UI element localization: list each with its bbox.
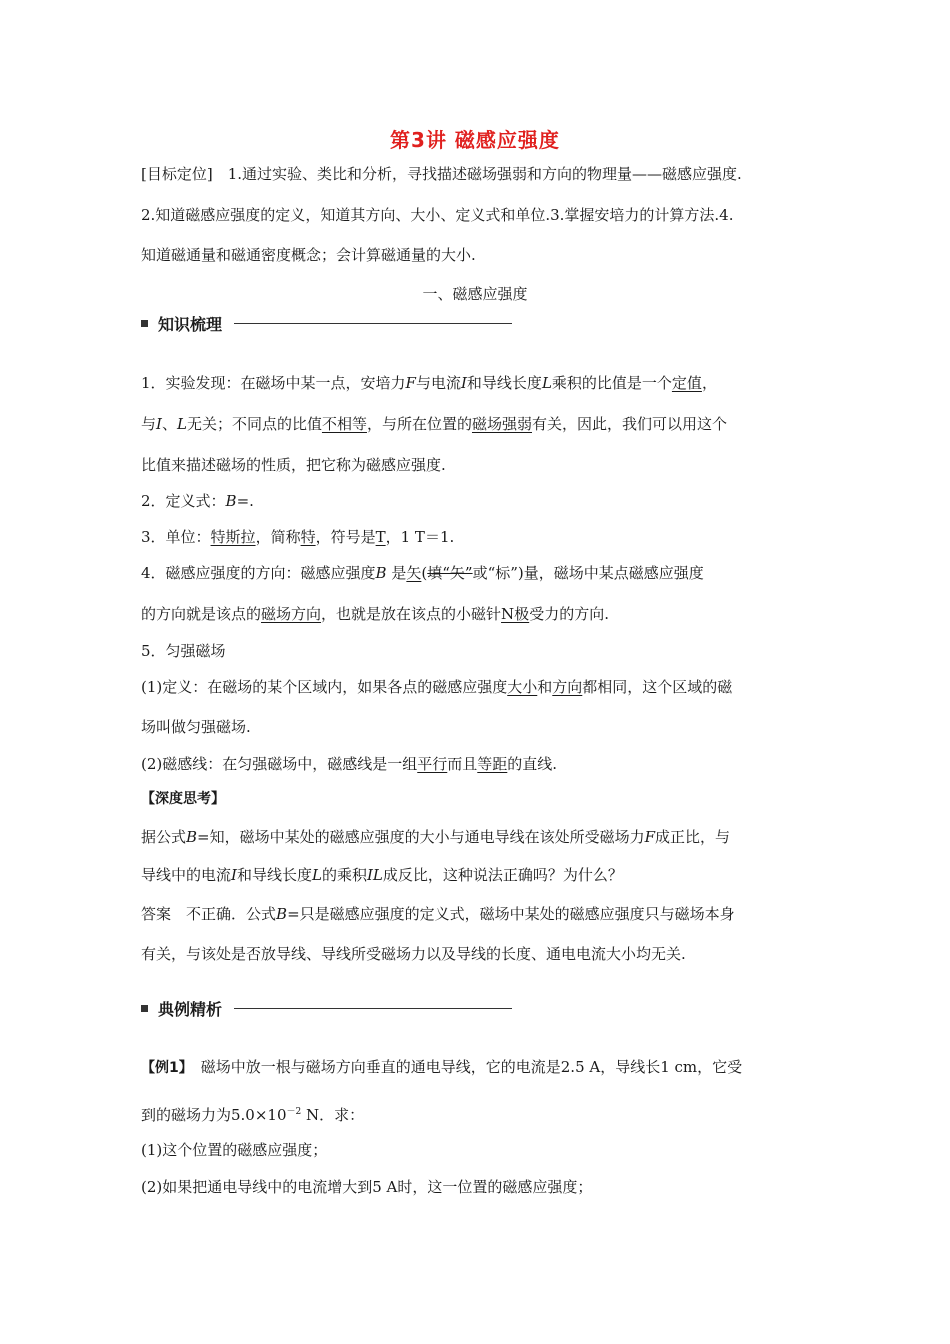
divider: [234, 1008, 512, 1009]
section-header-examples: [141, 997, 512, 1020]
section-title: 知识梳理: [158, 315, 223, 334]
answer-line-1: 答案 不正确．公式B=只是磁感应强度的定义式，磁场中某处的磁感应强度只与磁场本身: [141, 905, 735, 923]
paragraph-4-line-2: 的方向就是该点的磁场方向，也就是放在该点的小磁针N极受力的方向.: [141, 605, 609, 623]
paragraph-5b: (2)磁感线：在匀强磁场中，磁感线是一组平行而且等距的直线.: [141, 755, 558, 773]
answer-label: 答案: [141, 905, 172, 923]
paragraph-2: 2．定义式：B=.: [141, 492, 254, 510]
divider: [234, 323, 512, 324]
example-1-question-2: (2)如果把通电导线中的电流增大到5 A时，这一位置的磁感应强度；: [141, 1178, 593, 1196]
paragraph-5: 5．匀强磁场: [141, 642, 226, 660]
goals-line-1: [目标定位] 1.通过实验、类比和分析，寻找描述磁场强弱和方向的物理量——磁感应强度.: [141, 165, 742, 183]
answer-line-2: 有关，与该处是否放导线、导线所受磁场力以及导线的长度、通电电流大小均无关.: [141, 945, 686, 963]
question-line-1: 据公式B=知，磁场中某处的磁感应强度的大小与通电导线在该处所受磁场力F成正比，与: [141, 828, 731, 846]
paragraph-1-line-2: 与I、L无关；不同点的比值不相等，与所在位置的磁场强弱有关，因此，我们可以用这个: [141, 415, 728, 433]
subsection-title: 一、磁感应强度: [422, 285, 528, 303]
example-1-line-1: 【例1】 磁场中放一根与磁场方向垂直的通电导线，它的电流是2.5 A，导线长1 cm，它受: [141, 1058, 743, 1076]
question-line-2: 导线中的电流I和导线长度L的乘积IL成反比，这种说法正确吗？为什么？: [141, 866, 623, 884]
paragraph-5a-line-1: (1)定义：在磁场的某个区域内，如果各点的磁感应强度大小和方向都相同，这个区域的磁: [141, 678, 733, 696]
section-header-knowledge: [141, 312, 512, 335]
example-label: 【例1】: [141, 1060, 186, 1076]
goals-line-2: 2.知道磁感应强度的定义，知道其方向、大小、定义式和单位.3.掌握安培力的计算方法.4.: [141, 206, 734, 224]
deep-thinking-label: 【深度思考】: [141, 791, 225, 807]
square-bullet-icon: [141, 1005, 148, 1012]
paragraph-1-line-3: 比值来描述磁场的性质，把它称为磁感应强度.: [141, 456, 446, 474]
goals-line-3: 知道磁通量和磁通密度概念；会计算磁通量的大小.: [141, 246, 476, 264]
paragraph-3: 3．单位：特斯拉，简称特，符号是T，1 T＝1.: [141, 528, 455, 546]
section-title: 典例精析: [158, 1000, 223, 1019]
paragraph-4-line-1: 4．磁感应强度的方向：磁感应强度B 是矢(填“矢”或“标”)量，磁场中某点磁感应强度: [141, 564, 704, 582]
goals-label: [目标定位]: [141, 165, 213, 183]
square-bullet-icon: [141, 320, 148, 327]
paragraph-1-line-1: 1．实验发现：在磁场中某一点，安培力F与电流I和导线长度L乘积的比值是一个定值，: [141, 374, 717, 392]
paragraph-5a-line-2: 场叫做匀强磁场.: [141, 718, 251, 736]
example-1-line-2: 到的磁场力为$5.0\times 10^{-2}$ N．求：: [141, 1106, 365, 1124]
example-1-question-1: (1)这个位置的磁感应强度；: [141, 1141, 328, 1159]
page-title: 第3讲 磁感应强度: [390, 128, 560, 152]
